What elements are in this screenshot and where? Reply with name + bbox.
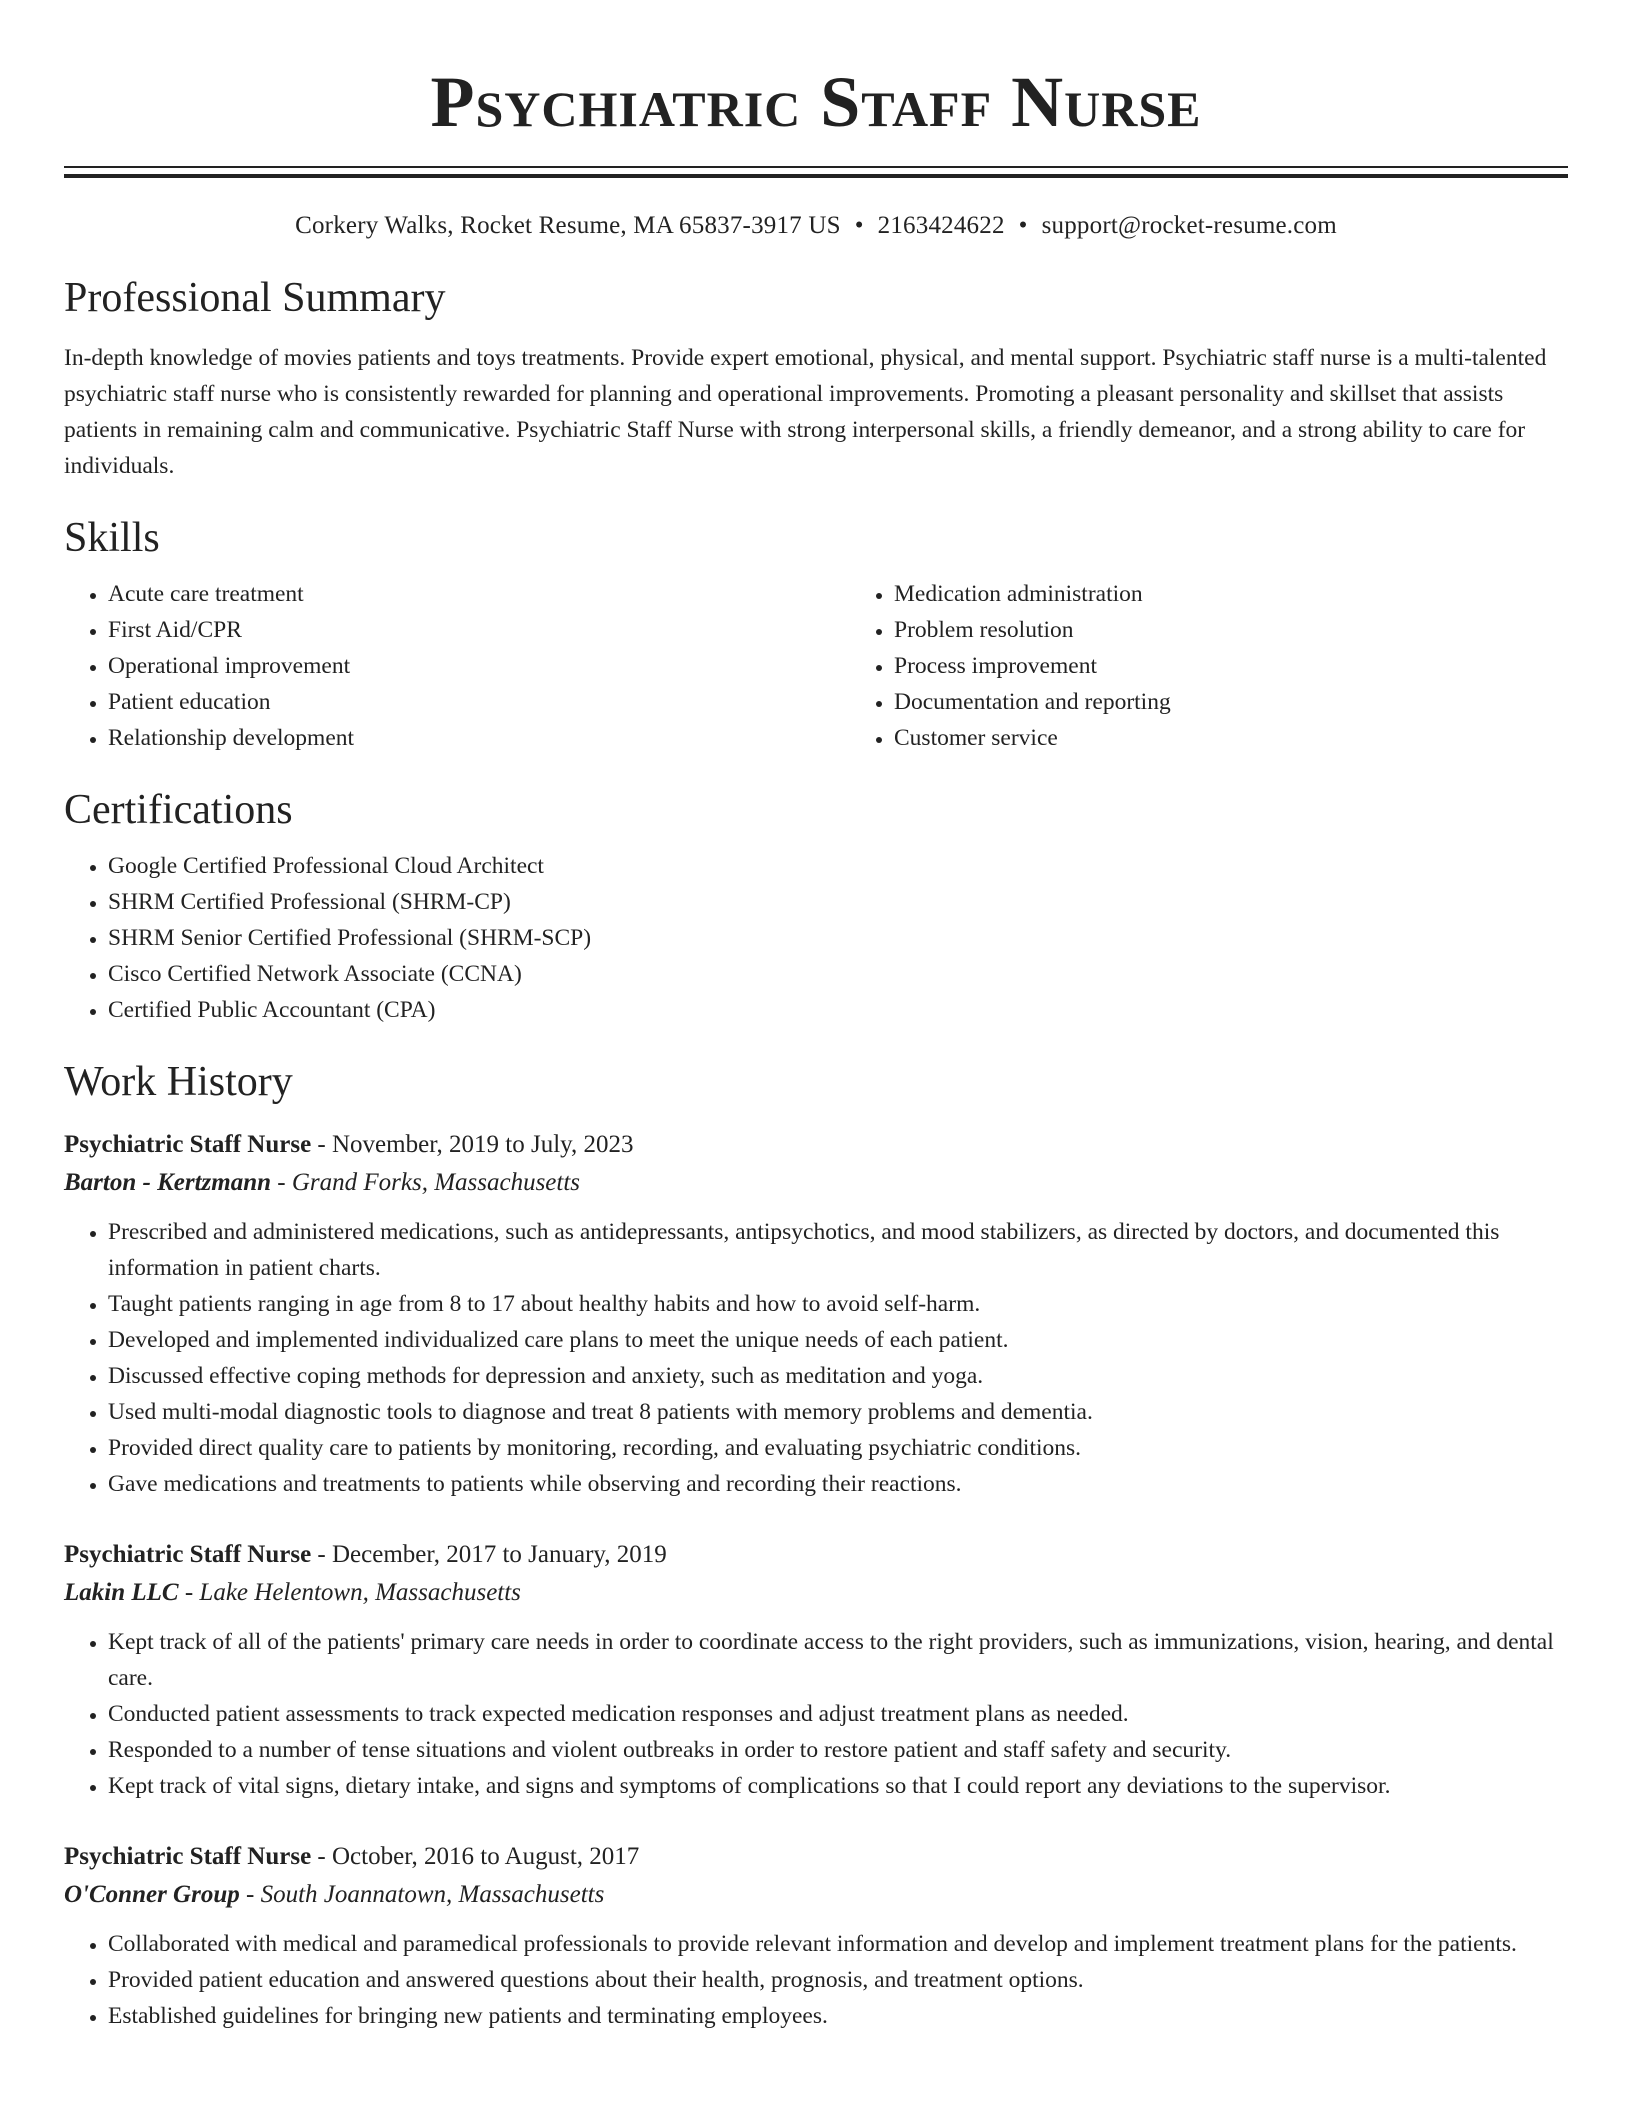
contact-email: support@rocket-resume.com (1041, 212, 1337, 239)
skill-item: • Documentation and reporting (894, 684, 1632, 720)
title-divider-thick (64, 174, 1568, 178)
job-dash: - (311, 1131, 332, 1158)
skill-item: • Patient education (108, 684, 850, 720)
job-bullet: • Used multi-modal diagnostic tools to diagnose and treat 8 patients with memory problems and dementia. (108, 1394, 1568, 1430)
skill-item: • Operational improvement (108, 648, 850, 684)
job-bullets (64, 1624, 1568, 1804)
job-dash: - (311, 1843, 332, 1870)
job-dash: - (239, 1881, 261, 1908)
summary-heading: Professional Summary (64, 275, 446, 321)
job-company-line (64, 1876, 1568, 1914)
job-header (64, 1536, 1568, 1574)
job-title: Psychiatric Staff Nurse (64, 1131, 312, 1158)
skill-item: • Problem resolution (894, 612, 1632, 648)
contact-separator: • (854, 212, 864, 239)
skills-list (64, 576, 1568, 756)
certification-item: • Google Certified Professional Cloud Architect (108, 848, 1568, 884)
job-header (64, 1126, 1568, 1164)
job-location: Grand Forks, Massachusetts (291, 1169, 581, 1196)
job-dates: November, 2019 to July, 2023 (332, 1131, 634, 1158)
certifications-list (64, 848, 1568, 1028)
certification-item: • SHRM Senior Certified Professional (SHRM-SCP) (108, 920, 1568, 956)
job-dash: - (178, 1579, 200, 1606)
job-dash: - (271, 1169, 292, 1196)
job-company-line (64, 1164, 1568, 1202)
contact-phone: 2163424622 (877, 212, 1005, 239)
job-bullet: • Responded to a number of tense situations and violent outbreaks in order to restore patient and staff safety and security. (108, 1732, 1568, 1768)
job-location: South Joannatown, Massachusetts (260, 1881, 605, 1908)
contact-separator: • (1018, 212, 1028, 239)
job-company-line (64, 1574, 1568, 1612)
contact-line (64, 210, 1568, 242)
job-header (64, 1838, 1568, 1876)
job-dates: October, 2016 to August, 2017 (332, 1843, 640, 1870)
job-bullet: • Provided direct quality care to patients by monitoring, recording, and evaluating psychiatric conditions. (108, 1430, 1568, 1466)
job-bullet: • Discussed effective coping methods for depression and anxiety, such as meditation and yoga. (108, 1358, 1568, 1394)
job-dates: December, 2017 to January, 2019 (332, 1541, 667, 1568)
job-bullet: • Provided patient education and answered questions about their health, prognosis, and treatment options. (108, 1962, 1568, 1998)
skill-item: • Medication administration (894, 576, 1632, 612)
job-entry (64, 1838, 1568, 2034)
job-title: Psychiatric Staff Nurse (64, 1843, 312, 1870)
job-bullet: • Conducted patient assessments to track expected medication responses and adjust treatment plans as needed. (108, 1696, 1568, 1732)
skill-item: • Process improvement (894, 648, 1632, 684)
skills-column-left (64, 576, 850, 756)
skill-item: • Relationship development (108, 720, 850, 756)
job-bullet: • Developed and implemented individualized care plans to meet the unique needs of each patient. (108, 1322, 1568, 1358)
job-entry (64, 1536, 1568, 1804)
contact-address: Corkery Walks, Rocket Resume, MA 65837-3917 US (295, 212, 841, 239)
job-title: Psychiatric Staff Nurse (64, 1541, 312, 1568)
job-company: Lakin LLC (64, 1579, 179, 1606)
summary-text: In-depth knowledge of movies patients and toys treatments. Provide expert emotional, physical, and mental support. Psychiatric staff nurse is a multi-talented psychiatric staff nurse who is consistently rewarded for planning and operational improvements. Promoting a pleasant personality and skillset that assists patients in remaining calm and communicative. Psychiatric Staff Nurse with strong interpersonal skills, a friendly demeanor, and a strong ability to care for individuals. (64, 345, 1547, 479)
job-bullet: • Kept track of all of the patients' primary care needs in order to coordinate access to the right providers, such as immunizations, vision, hearing, and dental care. (108, 1624, 1568, 1696)
resume-title: Psychiatric Staff Nurse (430, 62, 1202, 142)
certifications-heading: Certifications (64, 787, 293, 833)
job-location: Lake Helentown, Massachusetts (199, 1579, 521, 1606)
job-company: O'Conner Group (64, 1881, 240, 1908)
job-bullet: • Prescribed and administered medications, such as antidepressants, antipsychotics, and mood stabilizers, as directed by doctors, and documented this information in patient charts. (108, 1214, 1568, 1286)
job-entry (64, 1126, 1568, 1502)
skill-item: • Acute care treatment (108, 576, 850, 612)
job-bullet: • Gave medications and treatments to patients while observing and recording their reactions. (108, 1466, 1568, 1502)
job-bullets (64, 1214, 1568, 1502)
job-company: Barton - Kertzmann (64, 1169, 272, 1196)
skills-heading: Skills (64, 515, 160, 561)
job-bullet: • Kept track of vital signs, dietary intake, and signs and symptoms of complications so that I could report any deviations to the supervisor. (108, 1768, 1568, 1804)
skills-column-right (850, 576, 1632, 756)
certification-item: • Cisco Certified Network Associate (CCNA) (108, 956, 1568, 992)
job-bullets (64, 1926, 1568, 2034)
certification-item: • SHRM Certified Professional (SHRM-CP) (108, 884, 1568, 920)
certification-item: • Certified Public Accountant (CPA) (108, 992, 1568, 1028)
job-bullet: • Taught patients ranging in age from 8 to 17 about healthy habits and how to avoid self-harm. (108, 1286, 1568, 1322)
job-bullet: • Established guidelines for bringing new patients and terminating employees. (108, 1998, 1568, 2034)
title-divider-thin (64, 166, 1568, 168)
skill-item: • First Aid/CPR (108, 612, 850, 648)
job-bullet: • Collaborated with medical and paramedical professionals to provide relevant information and develop and implement treatment plans for the patients. (108, 1926, 1568, 1962)
job-dash: - (311, 1541, 332, 1568)
work-history-heading: Work History (64, 1059, 293, 1105)
skill-item: • Customer service (894, 720, 1632, 756)
